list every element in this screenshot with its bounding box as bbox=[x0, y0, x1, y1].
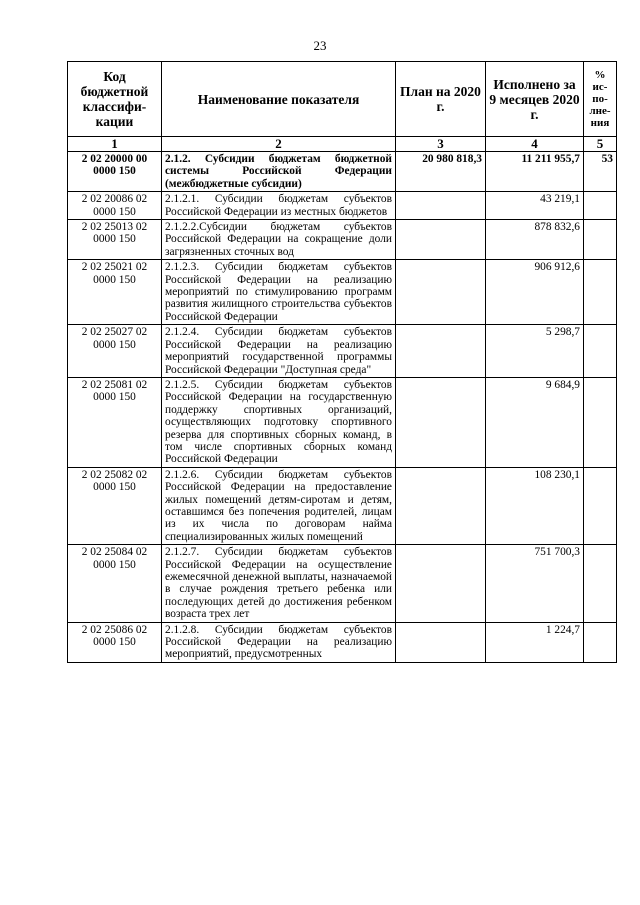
row-code: 2 02 25082 02 0000 150 bbox=[68, 467, 162, 544]
row-executed: 878 832,6 bbox=[486, 220, 584, 260]
column-number: 5 bbox=[584, 137, 617, 152]
row-code: 2 02 25084 02 0000 150 bbox=[68, 545, 162, 622]
row-code: 2 02 25081 02 0000 150 bbox=[68, 377, 162, 467]
table-row bbox=[68, 220, 617, 260]
table-row bbox=[68, 260, 617, 325]
row-plan bbox=[396, 325, 486, 378]
row-code: 2 02 20000 00 0000 150 bbox=[68, 152, 162, 192]
row-name: 2.1.2. Субсидии бюджетам бюджетной системы Российской Федерации (межбюджетные субсидии) bbox=[162, 152, 396, 192]
row-executed: 751 700,3 bbox=[486, 545, 584, 622]
row-percent bbox=[584, 325, 617, 378]
row-name: 2.1.2.1. Субсидии бюджетам субъектов Российской Федерации из местных бюджетов bbox=[162, 192, 396, 220]
row-code: 2 02 25013 02 0000 150 bbox=[68, 220, 162, 260]
row-plan bbox=[396, 467, 486, 544]
page-number: 23 bbox=[313, 38, 327, 53]
row-executed: 11 211 955,7 bbox=[486, 152, 584, 192]
header-plan: План на 2020 г. bbox=[396, 62, 486, 137]
table-row bbox=[68, 152, 617, 192]
row-plan bbox=[396, 220, 486, 260]
row-name: 2.1.2.8. Субсидии бюджетам субъектов Российской Федерации на реализацию мероприятий, предусмотренных bbox=[162, 622, 396, 662]
table-row bbox=[68, 622, 617, 662]
row-percent bbox=[584, 260, 617, 325]
row-code: 2 02 25021 02 0000 150 bbox=[68, 260, 162, 325]
row-name: 2.1.2.4. Субсидии бюджетам субъектов Российской Федерации на реализацию мероприятий государственной программы Российской Федерации "Доступная среда" bbox=[162, 325, 396, 378]
table-row bbox=[68, 377, 617, 467]
row-code: 2 02 20086 02 0000 150 bbox=[68, 192, 162, 220]
row-plan bbox=[396, 545, 486, 622]
table-row bbox=[68, 467, 617, 544]
column-number: 2 bbox=[162, 137, 396, 152]
column-number-row bbox=[68, 137, 617, 152]
row-percent bbox=[584, 622, 617, 662]
row-executed: 9 684,9 bbox=[486, 377, 584, 467]
row-percent bbox=[584, 192, 617, 220]
row-name: 2.1.2.5. Субсидии бюджетам субъектов Российской Федерации на государственную поддержку спортивных организаций, осуществляющих подготовку спортивного резерва для спортивных сборных команд, в том числе спортивных сборных команд Российской Федерации bbox=[162, 377, 396, 467]
row-code: 2 02 25027 02 0000 150 bbox=[68, 325, 162, 378]
row-plan: 20 980 818,3 bbox=[396, 152, 486, 192]
row-name: 2.1.2.6. Субсидии бюджетам субъектов Российской Федерации на предоставление жилых помещений детям-сиротам и детям, оставшимся без попечения родителей, лицам из их числа по договорам найма специализированных жилых помещений bbox=[162, 467, 396, 544]
header-row bbox=[68, 62, 617, 137]
row-plan bbox=[396, 260, 486, 325]
header-percent: % ис-по-лне-ния bbox=[584, 62, 617, 137]
row-name: 2.1.2.3. Субсидии бюджетам субъектов Российской Федерации на реализацию мероприятий по стимулированию программ развития жилищного строительства субъектов Российской Федерации bbox=[162, 260, 396, 325]
row-plan bbox=[396, 192, 486, 220]
budget-table bbox=[67, 61, 617, 663]
row-plan bbox=[396, 622, 486, 662]
table-row bbox=[68, 192, 617, 220]
row-executed: 108 230,1 bbox=[486, 467, 584, 544]
column-number: 4 bbox=[486, 137, 584, 152]
table-row bbox=[68, 325, 617, 378]
row-percent bbox=[584, 220, 617, 260]
row-executed: 1 224,7 bbox=[486, 622, 584, 662]
row-executed: 906 912,6 bbox=[486, 260, 584, 325]
row-percent bbox=[584, 377, 617, 467]
table-row bbox=[68, 545, 617, 622]
row-name: 2.1.2.7. Субсидии бюджетам субъектов Российской Федерации на осуществление ежемесячной денежной выплаты, назначаемой в случае рождения третьего ребенка или последующих детей до достижения ребенком возраста трех лет bbox=[162, 545, 396, 622]
header-code: Код бюджетной классифи-кации bbox=[68, 62, 162, 137]
row-executed: 43 219,1 bbox=[486, 192, 584, 220]
column-number: 3 bbox=[396, 137, 486, 152]
header-executed: Исполнено за 9 месяцев 2020 г. bbox=[486, 62, 584, 137]
header-name: Наименование показателя bbox=[162, 62, 396, 137]
row-executed: 5 298,7 bbox=[486, 325, 584, 378]
row-name: 2.1.2.2.Субсидии бюджетам субъектов Российской Федерации на сокращение доли загрязненных сточных вод bbox=[162, 220, 396, 260]
row-plan bbox=[396, 377, 486, 467]
row-percent: 53 bbox=[584, 152, 617, 192]
column-number: 1 bbox=[68, 137, 162, 152]
row-code: 2 02 25086 02 0000 150 bbox=[68, 622, 162, 662]
row-percent bbox=[584, 545, 617, 622]
row-percent bbox=[584, 467, 617, 544]
